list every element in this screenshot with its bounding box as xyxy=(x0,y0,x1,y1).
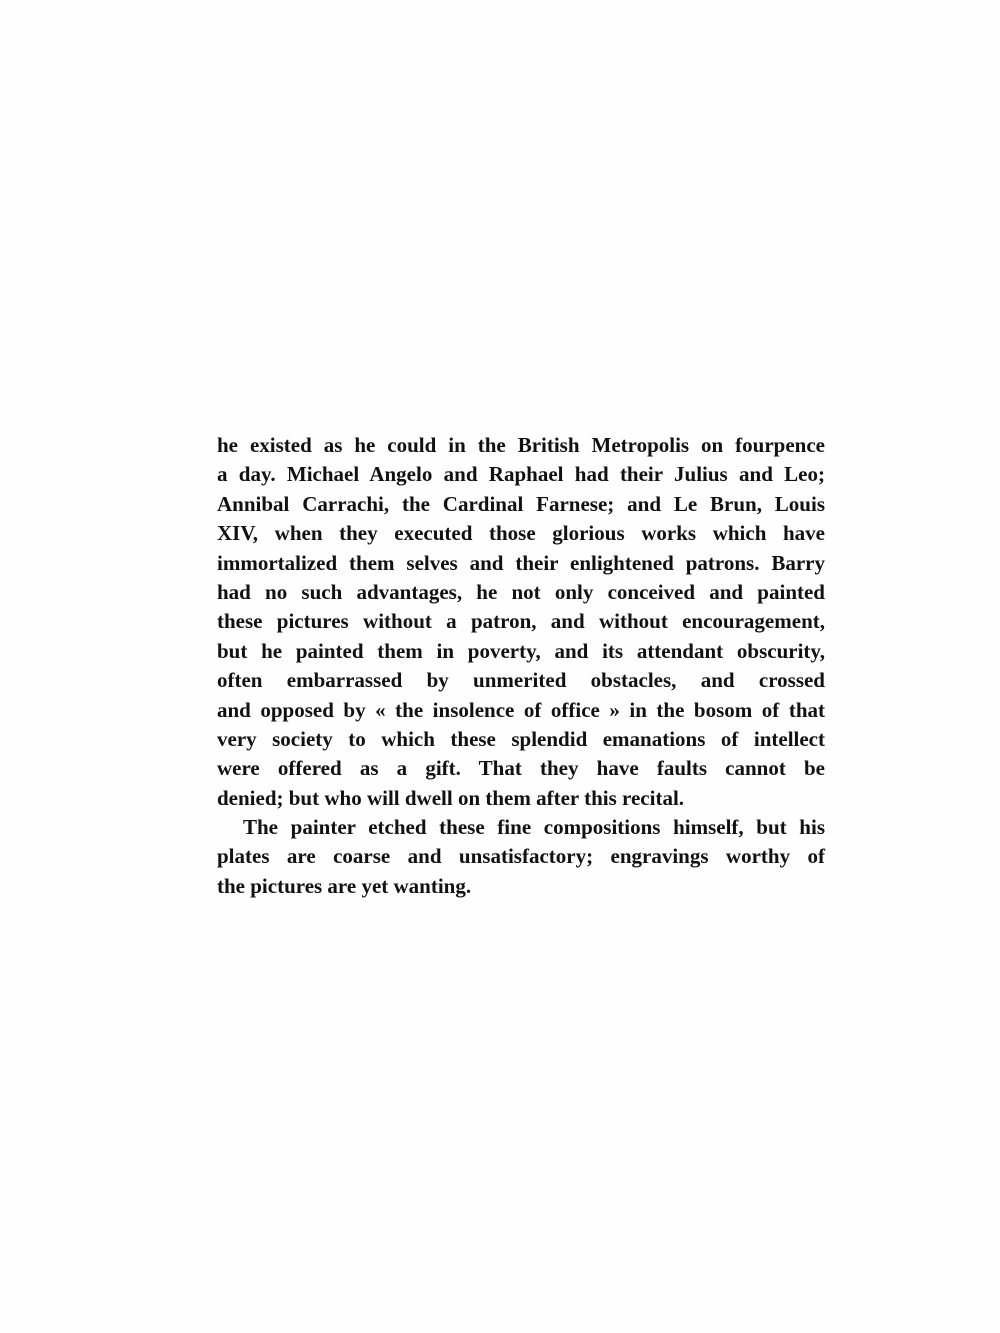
text-line: The painter etched these fine compositions himself, but his xyxy=(243,815,825,840)
text-line: the pictures are yet wanting. xyxy=(217,873,472,898)
text-line: were offered as a gift. That they have faults cannot be xyxy=(217,756,825,781)
body-text xyxy=(217,431,825,901)
text-line: Annibal Carrachi, the Cardinal Farnese; and Le Brun, Louis xyxy=(217,491,825,516)
text-line: a day. Michael Angelo and Raphael had their Julius and Leo; xyxy=(217,462,825,487)
text-line: and opposed by « the insolence of office » in the bosom of that xyxy=(217,697,825,722)
text-line: denied; but who will dwell on them after this recital. xyxy=(217,785,685,810)
text-line: these pictures without a patron, and without encouragement, xyxy=(217,609,825,634)
text-line: had no such advantages, he not only conceived and painted xyxy=(217,579,825,604)
paragraph-2 xyxy=(217,813,825,901)
text-line: he existed as he could in the British Metropolis on fourpence xyxy=(217,433,825,457)
paragraph-1 xyxy=(217,431,825,813)
text-line: plates are coarse and unsatisfactory; engravings worthy of xyxy=(217,844,825,869)
text-line: often embarrassed by unmerited obstacles, and crossed xyxy=(217,668,825,693)
text-line: immortalized them selves and their enlightened patrons. Barry xyxy=(217,550,825,575)
text-line: but he painted them in poverty, and its attendant obscurity, xyxy=(217,638,825,663)
text-line: XIV, when they executed those glorious works which have xyxy=(217,521,825,546)
text-line: very society to which these splendid emanations of intellect xyxy=(217,726,825,751)
